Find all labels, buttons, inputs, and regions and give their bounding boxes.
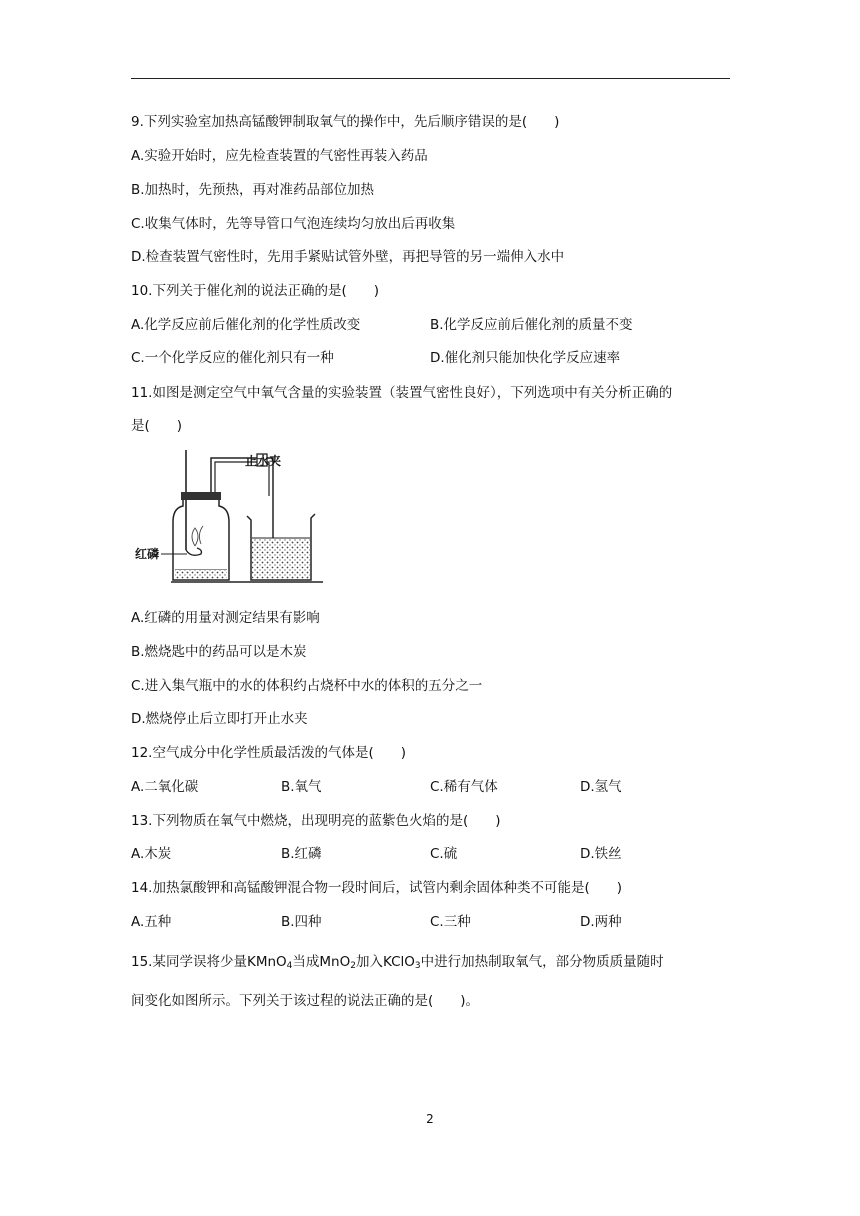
q14-option-c: C.三种 xyxy=(430,914,471,930)
q14-option-b: B.四种 xyxy=(281,914,322,930)
q9-option-b: B.加热时，先预热，再对准药品部位加热 xyxy=(131,182,375,198)
q15-text-4: 中进行加热制取氧气，部分物质质量随时 xyxy=(420,954,664,970)
q11-option-a: A.红磷的用量对测定结果有影响 xyxy=(131,610,320,626)
page-number: 2 xyxy=(426,1112,434,1126)
q15-text-1: 15.某同学误将少量 xyxy=(131,954,247,970)
clamp-label: 止水夹 xyxy=(245,454,282,468)
q11-option-c: C.进入集气瓶中的水的体积约占烧杯中水的体积的五分之一 xyxy=(131,678,483,694)
q12-option-d: D.氢气 xyxy=(580,779,622,795)
apparatus-figure xyxy=(131,446,331,586)
q15-stem-line2: 间变化如图所示。下列关于该过程的说法正确的是( )。 xyxy=(131,993,480,1009)
q12-option-b: B.氧气 xyxy=(281,779,322,795)
q14-option-a: A.五种 xyxy=(131,914,172,930)
formula-kmno4: KMnO xyxy=(246,954,287,970)
q15-text-2: 当成 xyxy=(292,954,320,970)
red-phosphorus-label: 红磷 xyxy=(135,547,160,561)
q13-option-b: B.红磷 xyxy=(281,846,322,862)
q10-option-a: A.化学反应前后催化剂的化学性质改变 xyxy=(131,317,361,333)
q9-option-a: A.实验开始时，应先检查装置的气密性再装入药品 xyxy=(131,148,428,164)
q12-option-a: A.二氧化碳 xyxy=(131,779,199,795)
q9-option-c: C.收集气体时，先等导管口气泡连续均匀放出后再收集 xyxy=(131,216,456,232)
q10-stem: 10.下列关于催化剂的说法正确的是( ) xyxy=(131,283,380,299)
formula-subscript-2: 2 xyxy=(350,961,356,971)
q11-option-b: B.燃烧匙中的药品可以是木炭 xyxy=(131,644,307,660)
q15-stem-line1 xyxy=(131,953,664,971)
formula-subscript-3: 3 xyxy=(414,961,421,971)
q14-option-d: D.两种 xyxy=(580,914,622,930)
q15-text-3: 加入 xyxy=(355,954,383,970)
formula-kclo3: KClO xyxy=(382,954,415,970)
oxygen-measurement-apparatus-diagram xyxy=(131,446,331,586)
q11-stem-line1: 11.如图是测定空气中氧气含量的实验装置（装置气密性良好），下列选项中有关分析正确的 xyxy=(131,385,673,401)
q10-option-d: D.催化剂只能加快化学反应速率 xyxy=(430,350,621,366)
q11-option-d: D.燃烧停止后立即打开止水夹 xyxy=(131,711,308,727)
q13-option-d: D.铁丝 xyxy=(580,846,622,862)
q10-option-b: B.化学反应前后催化剂的质量不变 xyxy=(430,317,633,333)
q14-stem: 14.加热氯酸钾和高锰酸钾混合物一段时间后，试管内剩余固体种类不可能是( ) xyxy=(131,880,623,896)
q11-stem-line2: 是( ) xyxy=(131,418,183,434)
q12-stem: 12.空气成分中化学性质最活泼的气体是( ) xyxy=(131,745,407,761)
header-rule xyxy=(131,78,730,79)
q9-stem: 9.下列实验室加热高锰酸钾制取氧气的操作中，先后顺序错误的是( ) xyxy=(131,114,560,130)
q13-stem: 13.下列物质在氧气中燃烧，出现明亮的蓝紫色火焰的是( ) xyxy=(131,813,501,829)
q12-option-c: C.稀有气体 xyxy=(430,779,498,795)
q13-option-a: A.木炭 xyxy=(131,846,172,862)
q13-option-c: C.硫 xyxy=(430,846,458,862)
formula-mno2: MnO xyxy=(319,954,351,970)
formula-subscript-4: 4 xyxy=(286,961,293,971)
q9-option-d: D.检查装置气密性时，先用手紧贴试管外壁，再把导管的另一端伸入水中 xyxy=(131,249,565,265)
q10-option-c: C.一个化学反应的催化剂只有一种 xyxy=(131,350,334,366)
